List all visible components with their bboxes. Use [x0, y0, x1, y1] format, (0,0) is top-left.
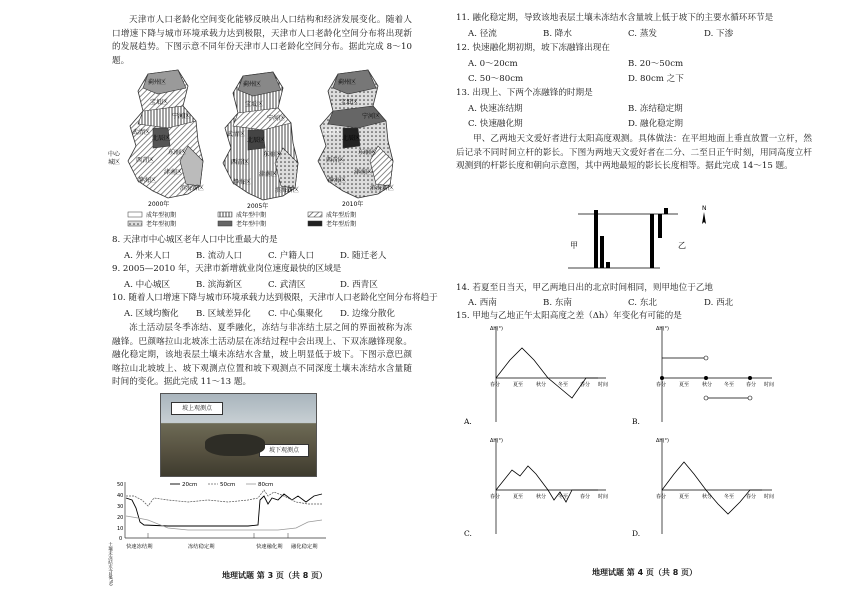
option-letter: A. [464, 417, 472, 426]
option-letter: B. [632, 417, 640, 426]
graph-b [632, 326, 774, 426]
y-tick: 0 [119, 536, 123, 542]
q14-option-d[interactable]: D. 西北 [704, 298, 734, 308]
district-label: 东丽区 [358, 149, 377, 156]
water-pond [205, 434, 265, 456]
y-axis-label: 土壤未冻结水含量(%) [107, 542, 113, 586]
district-label: 东丽区 [263, 151, 282, 158]
graph-c [464, 438, 608, 538]
x-tick: 春分 [656, 382, 667, 388]
y-tick: 40 [117, 493, 124, 499]
phase-label: 快速融化期 [256, 544, 283, 550]
page-footer-left: 地理试题 第 3 页（共 8 页） [222, 571, 328, 580]
q10-option-c[interactable]: C. 中心集聚化 [268, 309, 323, 319]
tianjin-aging-maps [108, 66, 418, 230]
option-letter: D. [632, 529, 641, 538]
district-label: 北辰区 [152, 135, 171, 142]
y-tick: 50 [117, 482, 124, 488]
district-label: 津南区 [354, 169, 373, 176]
question-14-stem: 14. 若夏至日当天，甲乙两地日出的北京时间相同，则甲地位于乙地 [456, 283, 714, 293]
q9-option-b[interactable]: B. 滨海新区 [196, 280, 243, 290]
intro-paragraph-3: 甲、乙两地天文爱好者进行太阳高度观测。具体做法：在平坦地面上垂直放置一立杆，然后记录不同时间立杆的影长。下图为两地天文爱好者在二分、二至日正午时刻，用同高度立杆观测到的杆影长度和朝向示意图，其中两地最短的影长长度相等。据此完成 14～15 题。 [456, 134, 812, 172]
y-axis-label: Δh(°) [490, 438, 503, 444]
district-label: 北辰区 [342, 135, 361, 142]
delta-h-graphs [456, 322, 826, 544]
x-tick: 春分 [490, 494, 501, 500]
legend-20cm: 20cm [182, 482, 198, 488]
question-8-stem: 8. 天津市中心城区老年人口中比重最大的是 [112, 235, 278, 245]
q11-option-b[interactable]: B. 降水 [543, 29, 572, 39]
legend-label: 成年型中期 [236, 212, 267, 219]
district-label: 津南区 [164, 169, 183, 176]
q13-option-d[interactable]: D. 融化稳定期 [628, 119, 684, 129]
legend-label: 老年型初期 [146, 221, 177, 228]
x-tick: 秋分 [702, 382, 713, 388]
page-footer-right: 地理试题 第 4 页（共 8 页） [592, 568, 698, 577]
district-label: 宁河区 [362, 113, 381, 120]
q8-option-b[interactable]: B. 流动人口 [196, 251, 243, 261]
map-legend [128, 211, 356, 228]
upper-point-label: 坡上观测点 [171, 402, 223, 415]
x-tick: 春分 [490, 382, 501, 388]
x-tick: 春分 [580, 382, 591, 388]
year-label: 2010年 [342, 201, 364, 208]
q12-option-a[interactable]: A. 0～20cm [468, 59, 518, 69]
phase-label: 冻结稳定期 [188, 544, 215, 550]
slope-photo [160, 393, 317, 477]
q11-option-c[interactable]: C. 蒸发 [628, 29, 657, 39]
district-label: 武清区 [132, 129, 151, 136]
jia-shadow-long [594, 210, 598, 268]
q8-option-a[interactable]: A. 外来人口 [124, 251, 171, 261]
district-label: 西青区 [231, 159, 250, 166]
series-80cm [126, 516, 322, 530]
q10-option-a[interactable]: A. 区域均衡化 [124, 309, 179, 319]
district-label: 西青区 [136, 157, 155, 164]
q8-option-d[interactable]: D. 随迁老人 [340, 251, 387, 261]
q12-option-d[interactable]: D. 80cm 之下 [628, 74, 684, 84]
jia-label: 甲 [570, 241, 578, 250]
legend-label: 老年型中期 [236, 221, 267, 228]
question-13-stem: 13. 出现上、下两个冻融锋的时期是 [456, 88, 593, 98]
q10-option-b[interactable]: B. 区域差异化 [196, 309, 251, 319]
district-label: 宝坻区 [150, 99, 169, 106]
district-label: 滨海新区 [370, 185, 395, 192]
district-label: 滨海新区 [180, 185, 205, 192]
district-label: 宝坻区 [245, 101, 264, 108]
north-arrow-icon [702, 212, 706, 224]
district-label: 蓟州区 [243, 81, 262, 88]
q10-option-d[interactable]: D. 边缘分散化 [340, 309, 396, 319]
q9-option-c[interactable]: C. 武清区 [268, 280, 306, 290]
center-city-label: 城区 [108, 159, 121, 166]
q13-option-a[interactable]: A. 快速冻结期 [468, 104, 523, 114]
x-tick: 夏至 [513, 494, 524, 500]
district-label: 东丽区 [168, 149, 187, 156]
q14-option-b[interactable]: B. 东南 [543, 298, 572, 308]
x-axis-label: 时间 [764, 382, 775, 388]
district-label: 静海区 [138, 177, 157, 184]
q11-option-d[interactable]: D. 下渗 [704, 29, 734, 39]
legend-label: 成年型后期 [326, 212, 357, 219]
q9-option-a[interactable]: A. 中心城区 [124, 280, 171, 290]
q14-option-c[interactable]: C. 东北 [628, 298, 657, 308]
center-city-label: 中心 [108, 151, 121, 158]
x-tick: 春分 [746, 382, 757, 388]
y-axis-label: Δh(°) [656, 438, 669, 444]
x-tick: 春分 [656, 494, 667, 500]
yi-shadow-short [664, 208, 668, 214]
legend-50cm: 50cm [220, 482, 236, 488]
north-label: N [702, 205, 707, 212]
district-label: 蓟州区 [338, 79, 357, 86]
year-label: 2005年 [247, 203, 269, 210]
yi-shadow-long [650, 214, 654, 268]
q12-option-c[interactable]: C. 50～80cm [468, 74, 524, 84]
q13-option-c[interactable]: C. 快速融化期 [468, 119, 523, 129]
question-11-stem: 11. 融化稳定期，导致该地表层土壤未冻结水含量坡上低于坡下的主要水循环环节是 [456, 13, 774, 23]
q11-option-a[interactable]: A. 径流 [468, 29, 497, 39]
district-label: 宝坻区 [340, 99, 359, 106]
intro-paragraph-1: 天津市人口老龄化空间变化能够反映出人口结构和经济发展变化。随着人口增速下降与城市环境承载力达到极限，天津市人口老龄化空间分布将出现新的发展趋势。下图示意不同年份天津市人口老龄化空间分布。据此完成 8～10 题。 [112, 15, 412, 66]
question-10-stem: 10. 随着人口增速下降与城市环境承载力达到极限，天津市人口老龄化空间分布将趋于 [112, 293, 438, 303]
district-label: 津南区 [259, 171, 278, 178]
x-tick: 夏至 [679, 382, 690, 388]
x-axis-label: 时间 [764, 494, 775, 500]
map-2010 [318, 70, 394, 208]
district-label: 宁河区 [267, 115, 286, 122]
x-tick: 冬至 [558, 494, 569, 500]
phase-label: 融化稳定期 [291, 544, 318, 550]
q12-option-b[interactable]: B. 20～50cm [628, 59, 684, 69]
district-label: 滨海新区 [275, 187, 300, 194]
x-axis-label: 时间 [598, 382, 609, 388]
legend-label: 成年型初期 [146, 212, 177, 219]
question-12-stem: 12. 快速融化期初期，坡下冻融锋出现在 [456, 43, 610, 53]
district-label: 宁河区 [172, 113, 191, 120]
q13-option-b[interactable]: B. 冻结稳定期 [628, 104, 683, 114]
yi-shadow-mid [658, 214, 662, 238]
year-label: 2000年 [148, 201, 170, 208]
legend-80cm: 80cm [258, 482, 274, 488]
district-label: 蓟州区 [148, 79, 167, 86]
map-2000 [108, 70, 204, 208]
phase-label: 快速冻结期 [126, 544, 153, 550]
series-20cm [126, 494, 322, 526]
x-tick: 冬至 [558, 382, 569, 388]
district-label: 武清区 [322, 129, 341, 136]
q14-option-a[interactable]: A. 西南 [468, 298, 497, 308]
map-2005 [223, 72, 299, 210]
lower-point-label: 坡下观测点 [259, 444, 309, 457]
district-label: 静海区 [233, 179, 252, 186]
jia-shadow-short [606, 262, 610, 268]
series-50cm [126, 490, 322, 506]
shadow-diagram [560, 196, 720, 276]
question-15-stem: 15. 甲地与乙地正午太阳高度之差（Δh）年变化有可能的是 [456, 311, 682, 321]
x-tick: 秋分 [536, 382, 547, 388]
district-label: 西青区 [326, 157, 345, 164]
x-tick: 夏至 [679, 494, 690, 500]
x-tick: 冬至 [724, 382, 735, 388]
y-tick: 20 [117, 515, 124, 521]
y-tick: 10 [117, 526, 124, 532]
graph-d [632, 438, 774, 538]
intro-paragraph-2: 冻土活动层冬季冻结、夏季融化，冻结与非冻结土层之间的界面被称为冻融锋。巴颜喀拉山北坡冻土活动层在冻结过程中会出现上、下双冻融锋现象。融化稳定期，该地表层土壤未冻结水含量，坡上明显低于坡下。下图示意巴颜喀拉山北坡坡上、坡下观测点位置和坡下观测点不同深度土壤未冻结水含量随时间的变化。据此完成 11～13 题。 [112, 323, 412, 388]
question-9-stem: 9. 2005—2010 年，天津市新增就业岗位速度最快的区域是 [112, 264, 342, 274]
y-tick: 30 [117, 504, 124, 510]
jia-shadow-mid [600, 236, 604, 268]
yi-label: 乙 [678, 241, 686, 250]
x-tick: 春分 [746, 494, 757, 500]
x-tick: 冬至 [724, 494, 735, 500]
x-tick: 夏至 [513, 382, 524, 388]
x-tick: 秋分 [702, 494, 713, 500]
district-label: 静海区 [328, 177, 347, 184]
q8-option-c[interactable]: C. 户籍人口 [268, 251, 315, 261]
graph-a [463, 326, 608, 426]
q9-option-d[interactable]: D. 西青区 [340, 280, 378, 290]
y-axis-label: Δh(°) [656, 326, 669, 332]
x-tick: 秋分 [536, 494, 547, 500]
legend-label: 老年型后期 [326, 221, 357, 228]
district-label: 北辰区 [247, 137, 266, 144]
option-letter: C. [464, 529, 472, 538]
x-tick: 春分 [580, 494, 591, 500]
y-axis-label: Δh(°) [490, 326, 503, 332]
x-axis-label: 时间 [598, 494, 609, 500]
district-label: 武清区 [227, 131, 246, 138]
